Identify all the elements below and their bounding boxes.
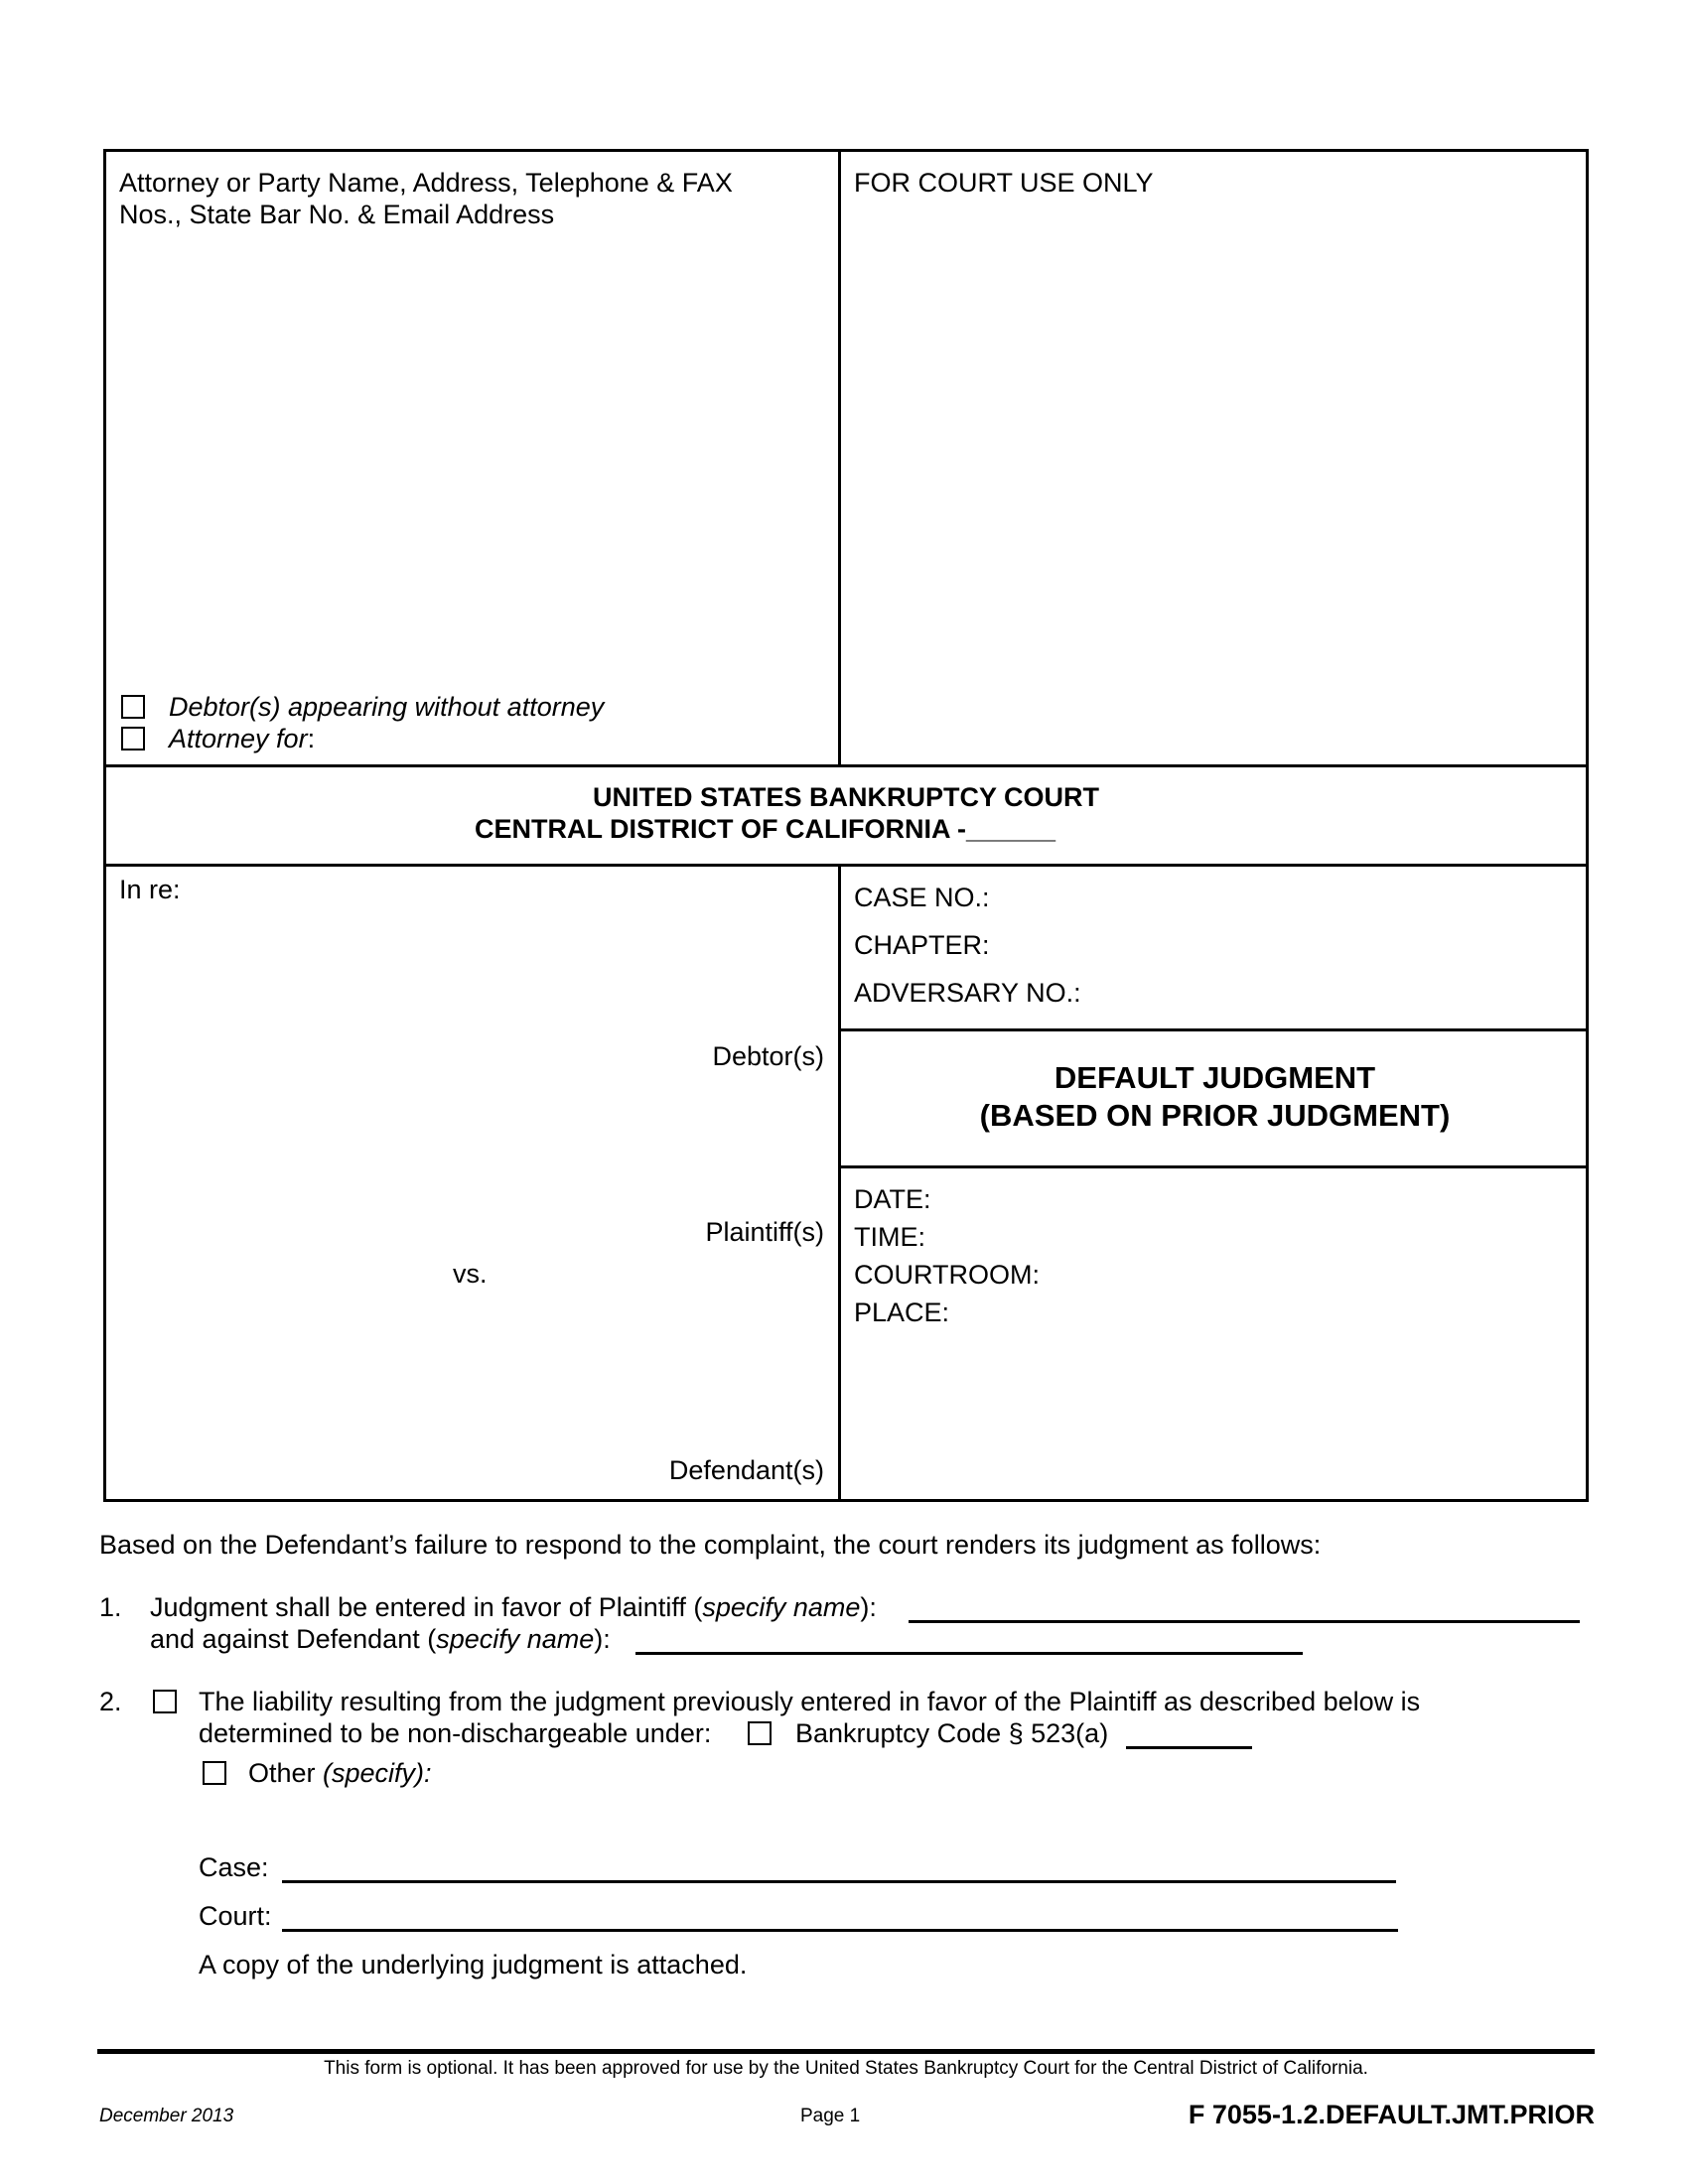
debtor-name-area[interactable]	[111, 913, 826, 1032]
title-bottom-line	[838, 1165, 1589, 1168]
footer-page: Page 1	[800, 2106, 861, 2126]
item1-plaintiff-label	[150, 1591, 877, 1623]
debtors-label: Debtor(s)	[712, 1041, 824, 1071]
bankruptcy-code-label: Bankruptcy Code § 523(a)	[795, 1718, 1109, 1748]
title-line2: (BASED ON PRIOR JUDGMENT)	[979, 1098, 1451, 1133]
item1-number: 1.	[99, 1592, 122, 1622]
hearing-date-label: DATE:	[854, 1184, 931, 1214]
defendant-name-field[interactable]	[635, 1625, 1303, 1655]
attorney-for-text: Attorney for	[169, 724, 308, 753]
footer-form-id: F 7055-1.2.DEFAULT.JMT.PRIOR	[1188, 2100, 1595, 2129]
item2-line1: The liability resulting from the judgment previously entered in favor of the Plaintiff as described below is	[199, 1687, 1421, 1716]
court-row-top-line	[103, 764, 1589, 767]
case-no-label: CASE NO.:	[854, 883, 990, 912]
item1-line1-c: ):	[860, 1592, 877, 1622]
item2-number: 2.	[99, 1687, 122, 1716]
footer-rule	[97, 2049, 1595, 2054]
chapter-label: CHAPTER:	[854, 930, 990, 960]
court-name-line1: UNITED STATES BANKRUPTCY COURT	[592, 782, 1099, 812]
item1-line1-a: Judgment shall be entered in favor of Plaintiff (	[150, 1592, 703, 1622]
case-label: Case:	[199, 1852, 269, 1882]
other-text: Other	[248, 1758, 324, 1788]
in-re-label: In re:	[119, 875, 181, 904]
attorney-for-colon: :	[307, 724, 316, 753]
defendants-label: Defendant(s)	[668, 1455, 824, 1485]
court-row-bottom-line	[103, 864, 1589, 867]
other-label	[248, 1757, 432, 1789]
bankruptcy-code-checkbox[interactable]	[748, 1721, 772, 1745]
footer-optional-note: This form is optional. It has been approved for use by the United States Bankruptcy Court for the Central District of California.	[324, 2058, 1368, 2079]
debtor-without-attorney-checkbox[interactable]	[121, 695, 145, 719]
adversary-no-label: ADVERSARY NO.:	[854, 978, 1081, 1008]
attorney-label-line2: Nos., State Bar No. & Email Address	[119, 200, 555, 229]
court-use-label: FOR COURT USE ONLY	[854, 168, 1154, 198]
item1-line1-b: specify name	[702, 1592, 861, 1622]
vs-label: vs.	[453, 1259, 488, 1289]
judgment-intro: Based on the Defendant’s failure to respond to the complaint, the court renders its judgment as follows:	[99, 1530, 1322, 1560]
attorney-label-line1: Attorney or Party Name, Address, Telephone & FAX	[119, 168, 733, 198]
hearing-courtroom-label: COURTROOM:	[854, 1260, 1040, 1290]
court-field[interactable]	[282, 1902, 1398, 1932]
plaintiffs-label: Plaintiff(s)	[705, 1217, 824, 1247]
item1-line2-a: and against Defendant (	[150, 1624, 437, 1654]
plaintiff-name-field[interactable]	[909, 1593, 1580, 1623]
other-specify: (specify):	[323, 1758, 432, 1788]
case-info-bottom-line	[838, 1028, 1589, 1031]
non-dischargeable-checkbox[interactable]	[153, 1690, 177, 1713]
attorney-info-area[interactable]	[111, 238, 826, 685]
hearing-place-label: PLACE:	[854, 1297, 950, 1327]
caption-divider-bottom	[838, 864, 841, 1502]
attached-note: A copy of the underlying judgment is attached.	[199, 1950, 748, 1979]
other-checkbox[interactable]	[203, 1761, 226, 1785]
case-field[interactable]	[282, 1853, 1396, 1883]
attorney-for-label	[169, 723, 315, 754]
footer-date: December 2013	[99, 2106, 234, 2126]
caption-divider-top	[838, 149, 841, 766]
debtor-without-attorney-label: Debtor(s) appearing without attorney	[169, 692, 605, 722]
item2-line2: determined to be non-dischargeable under:	[199, 1718, 712, 1748]
court-name-line2: CENTRAL DISTRICT OF CALIFORNIA -______	[475, 814, 1056, 844]
hearing-time-label: TIME:	[854, 1222, 925, 1252]
item1-line2-c: ):	[594, 1624, 611, 1654]
item1-defendant-label	[150, 1623, 611, 1655]
item1-line2-b: specify name	[436, 1624, 595, 1654]
attorney-for-checkbox[interactable]	[121, 727, 145, 751]
court-label: Court:	[199, 1901, 272, 1931]
title-line1: DEFAULT JUDGMENT	[1054, 1060, 1376, 1095]
bankruptcy-code-subsection-field[interactable]	[1126, 1719, 1252, 1749]
